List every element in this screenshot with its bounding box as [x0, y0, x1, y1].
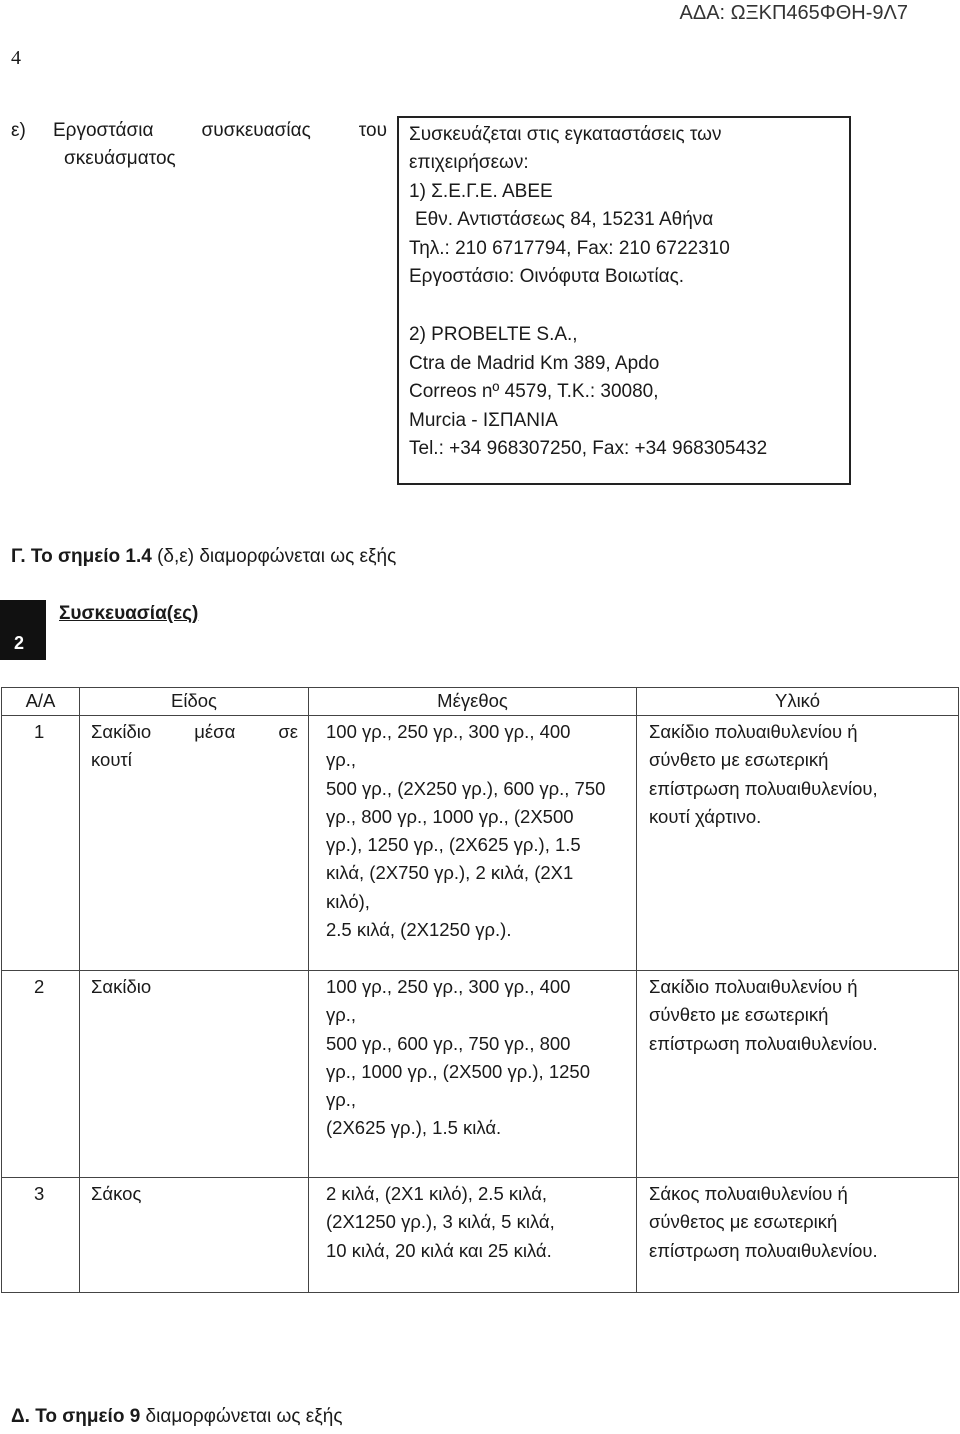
- row-material: [637, 971, 959, 1178]
- spacer: [409, 291, 849, 321]
- size-line: κιλό),: [326, 890, 370, 912]
- section-d-heading: [11, 1406, 342, 1428]
- document-reference-code: ΑΔΑ: ΩΞΚΠ465ΦΘΗ-9Λ7: [679, 2, 908, 24]
- row-material: [637, 1178, 959, 1293]
- factory-label: [11, 117, 387, 173]
- material-line: επίστρωση πολυαιθυλενίου.: [649, 1239, 878, 1261]
- size-line: γρ., 1000 γρ., (2Χ500 γρ.), 1250: [326, 1060, 590, 1082]
- column-header-size: Μέγεθος: [309, 688, 637, 716]
- column-header-material: Υλικό: [637, 688, 959, 716]
- material-line: επίστρωση πολυαιθυλενίου,: [649, 777, 878, 799]
- factory-line: επιχειρήσεων:: [409, 152, 529, 174]
- factory-label-line1: Εργοστάσια συσκευασίας του: [53, 120, 387, 141]
- factory-label-line2: σκευάσματος: [64, 148, 176, 169]
- factory-line: 1) Σ.Ε.Γ.Ε. ΑΒΕΕ: [409, 180, 553, 202]
- material-line: επίστρωση πολυαιθυλενίου.: [649, 1032, 878, 1054]
- row-type: [80, 1178, 309, 1293]
- size-line: (2Χ625 γρ.), 1.5 κιλά.: [326, 1117, 502, 1139]
- size-line: γρ.,: [326, 1089, 357, 1111]
- row-material: [637, 716, 959, 971]
- factory-line: Ctra de Madrid Km 389, Apdo: [409, 352, 660, 374]
- row-number-text: 1: [34, 721, 45, 742]
- material-line: Σακίδιο πολυαιθυλενίου ή: [649, 721, 858, 742]
- table-row: [2, 1178, 959, 1293]
- material-line: κουτί χάρτινο.: [649, 805, 762, 827]
- table-row: [2, 971, 959, 1178]
- section-g-rest: (δ,ε) διαμορφώνεται ως εξής: [151, 546, 397, 567]
- factory-details-box: [397, 116, 851, 485]
- row-type-line: Σάκος: [91, 1183, 142, 1204]
- size-line: 500 γρ., 600 γρ., 750 γρ., 800: [326, 1032, 571, 1054]
- size-line: κιλά, (2Χ750 γρ.), 2 κιλά, (2Χ1: [326, 862, 574, 884]
- section-d-bold: Δ. Το σημείο 9: [11, 1406, 141, 1427]
- table-header-row: [2, 688, 959, 716]
- row-type-line: κουτί: [91, 749, 132, 771]
- factory-line: Τηλ.: 210 6717794, Fax: 210 6722310: [409, 237, 730, 259]
- row-number: [2, 716, 80, 971]
- table-row: [2, 716, 959, 971]
- size-line: 100 γρ., 250 γρ., 300 γρ., 400: [326, 721, 571, 742]
- section-number: 2: [14, 633, 25, 653]
- size-line: (2Χ1250 γρ.), 3 κιλά, 5 κιλά,: [326, 1211, 555, 1233]
- section-g-heading: [11, 546, 396, 568]
- size-line: 100 γρ., 250 γρ., 300 γρ., 400: [326, 976, 571, 997]
- row-number: [2, 1178, 80, 1293]
- factory-line: Correos nº 4579, T.K.: 30080,: [409, 381, 659, 403]
- row-size: [309, 1178, 637, 1293]
- section-d-rest: διαμορφώνεται ως εξής: [140, 1406, 343, 1427]
- material-line: Σακίδιο πολυαιθυλενίου ή: [649, 976, 858, 997]
- row-number-text: 2: [34, 976, 45, 997]
- factory-line: 2) PROBELTE S.A.,: [409, 324, 578, 346]
- packaging-table: [1, 687, 959, 1293]
- row-type: [80, 971, 309, 1178]
- size-line: γρ.), 1250 γρ., (2Χ625 γρ.), 1.5: [326, 834, 581, 856]
- material-line: σύνθετο με εσωτερική: [649, 749, 829, 771]
- material-line: σύνθετος με εσωτερική: [649, 1211, 838, 1233]
- size-line: 500 γρ., (2Χ250 γρ.), 600 γρ., 750: [326, 777, 606, 799]
- row-number-text: 3: [34, 1183, 45, 1204]
- size-line: γρ.,: [326, 1004, 357, 1026]
- factory-line: Tel.: +34 968307250, Fax: +34 968305432: [409, 438, 768, 460]
- material-line: Σάκος πολυαιθυλενίου ή: [649, 1183, 848, 1204]
- page-number: 4: [11, 47, 21, 69]
- factory-line: Εργοστάσιο: Οινόφυτα Βοιωτίας.: [409, 266, 685, 288]
- material-line: σύνθετο με εσωτερική: [649, 1004, 829, 1026]
- factory-line: Murcia - ΙΣΠΑΝΙΑ: [409, 409, 558, 431]
- size-line: γρ., 800 γρ., 1000 γρ., (2Χ500: [326, 805, 574, 827]
- row-size: [309, 971, 637, 1178]
- size-line: 10 κιλά, 20 κιλά και 25 κιλά.: [326, 1239, 552, 1261]
- row-type: [80, 716, 309, 971]
- size-line: 2.5 κιλά, (2Χ1250 γρ.).: [326, 919, 512, 941]
- row-type-line: Σακίδιο: [91, 976, 152, 997]
- section-g-bold: Γ. Το σημείο 1.4: [11, 546, 152, 567]
- size-line: γρ.,: [326, 749, 357, 771]
- row-size: [309, 716, 637, 971]
- column-header-type: Είδος: [80, 688, 309, 716]
- factory-line: Συσκευάζεται στις εγκαταστάσεις των: [409, 124, 722, 145]
- row-type-line: Σακίδιο μέσα σε: [91, 721, 298, 742]
- size-line: 2 κιλά, (2Χ1 κιλό), 2.5 κιλά,: [326, 1183, 548, 1204]
- factory-label-marker: ε): [11, 120, 26, 141]
- row-number: [2, 971, 80, 1178]
- factory-line: Εθν. Αντιστάσεως 84, 15231 Αθήνα: [415, 209, 714, 231]
- packaging-title: Συσκευασία(ες): [59, 603, 199, 624]
- column-header-no: Α/Α: [2, 688, 80, 716]
